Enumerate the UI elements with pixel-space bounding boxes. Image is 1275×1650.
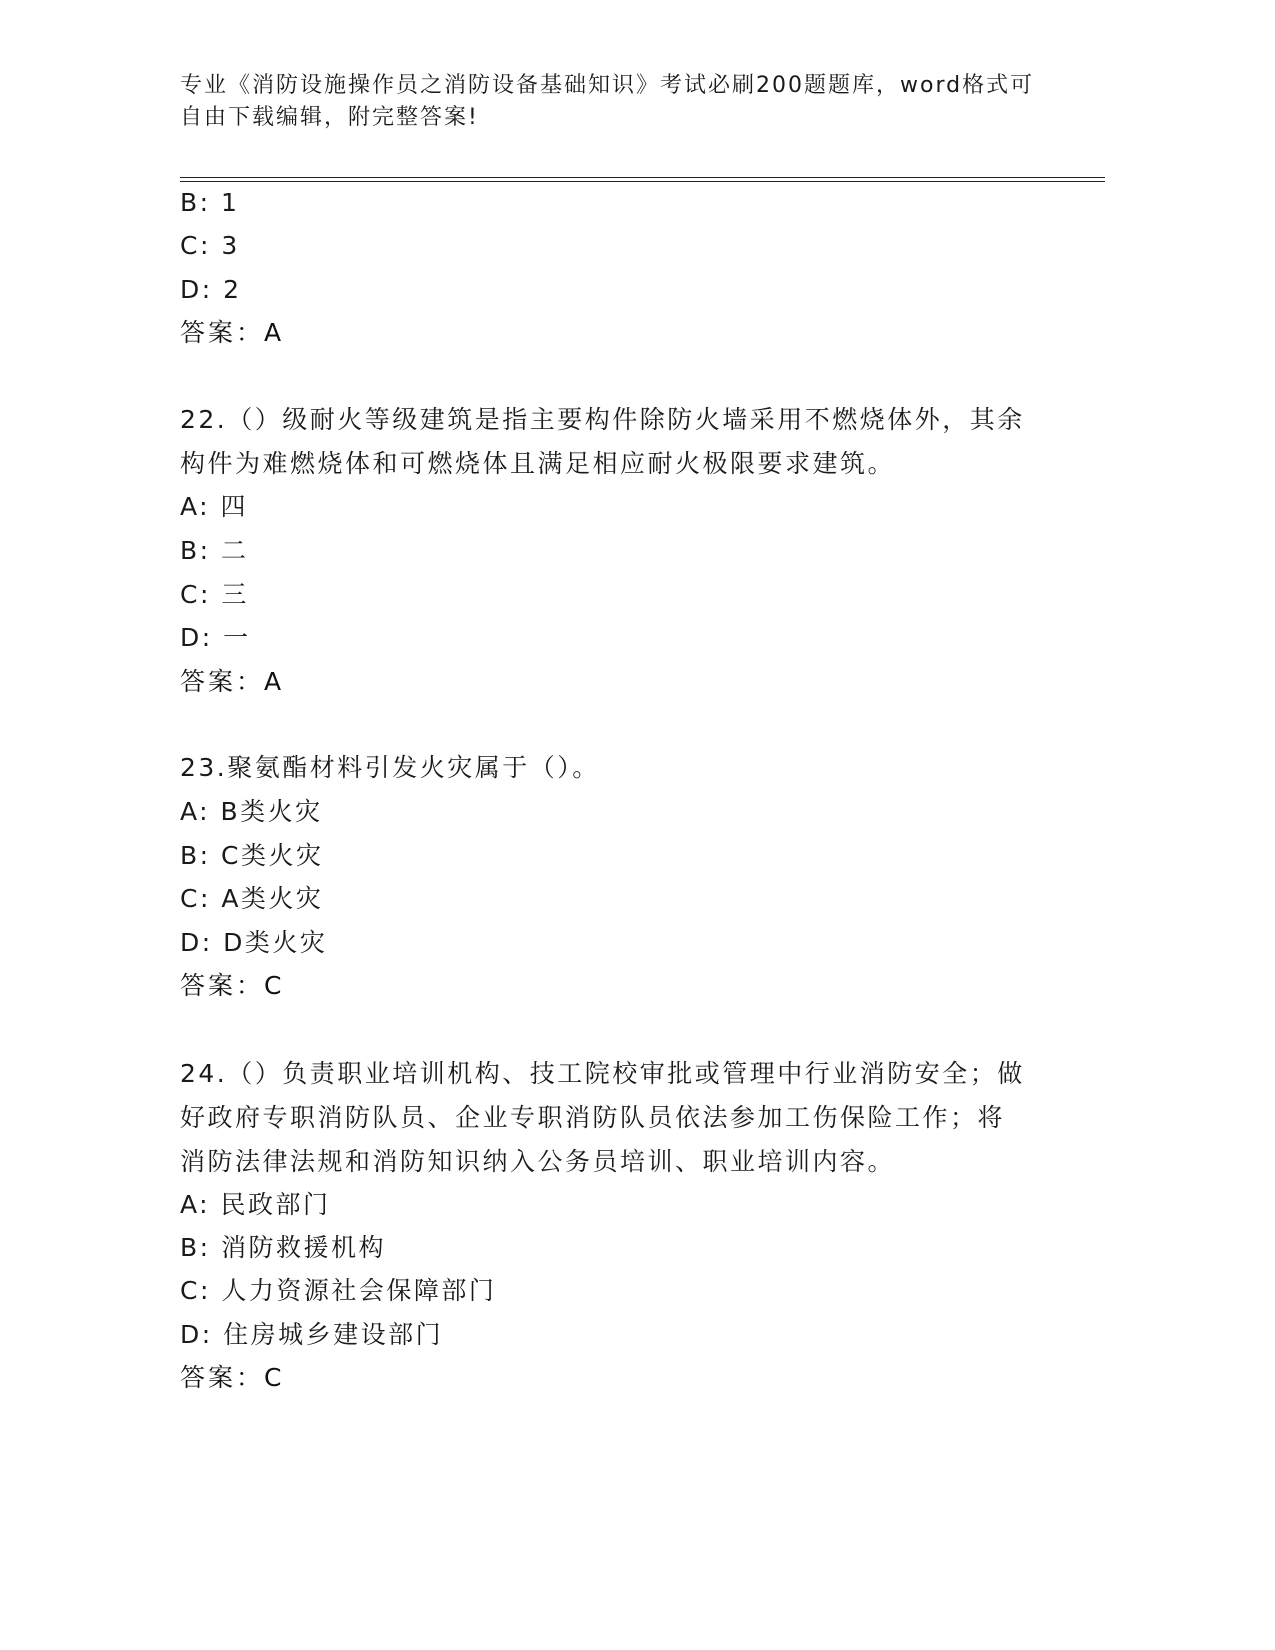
q22-answer: 答案：A xyxy=(180,667,285,696)
header-title-line-2: 自由下载编辑，附完整答案! xyxy=(180,105,479,130)
q21-answer: 答案：A xyxy=(180,318,285,347)
q23-text-line-1: 23.聚氨酯材料引发火灾属于（）。 xyxy=(180,753,600,782)
q24-option-c: C: 人力资源社会保障部门 xyxy=(180,1276,497,1305)
q23-option-b: B: C类火灾 xyxy=(180,841,324,870)
document-header xyxy=(180,70,1060,134)
q22-option-b: B: 二 xyxy=(180,536,249,565)
q24-answer: 答案：C xyxy=(180,1363,285,1392)
q24-option-d: D: 住房城乡建设部门 xyxy=(180,1320,444,1349)
q24-text-line-3: 消防法律法规和消防知识纳入公务员培训、职业培训内容。 xyxy=(180,1147,896,1176)
q22-option-d: D: 一 xyxy=(180,623,251,652)
header-title-line-1: 专业《消防设施操作员之消防设备基础知识》考试必刷200题题库，word格式可 xyxy=(180,73,1035,98)
q21-option-b: B: 1 xyxy=(180,188,240,217)
q24-option-b: B: 消防救援机构 xyxy=(180,1233,387,1262)
q24-option-a: A: 民政部门 xyxy=(180,1190,331,1219)
q22-option-a: A: 四 xyxy=(180,492,249,521)
q21-option-c: C: 3 xyxy=(180,231,240,260)
q23-answer: 答案：C xyxy=(180,971,285,1000)
q22-option-c: C: 三 xyxy=(180,580,249,609)
q23-option-d: D: D类火灾 xyxy=(180,928,328,957)
header-divider xyxy=(180,177,1105,182)
q22-text-line-1: 22.（）级耐火等级建筑是指主要构件除防火墙采用不燃烧体外，其余 xyxy=(180,405,1025,434)
q24-text-line-2: 好政府专职消防队员、企业专职消防队员依法参加工伤保险工作；将 xyxy=(180,1103,1006,1132)
q21-option-d: D: 2 xyxy=(180,275,242,304)
q23-option-a: A: B类火灾 xyxy=(180,797,323,826)
q23-option-c: C: A类火灾 xyxy=(180,884,324,913)
q24-text-line-1: 24.（）负责职业培训机构、技工院校审批或管理中行业消防安全；做 xyxy=(180,1059,1025,1088)
q22-text-line-2: 构件为难燃烧体和可燃烧体且满足相应耐火极限要求建筑。 xyxy=(180,449,896,478)
